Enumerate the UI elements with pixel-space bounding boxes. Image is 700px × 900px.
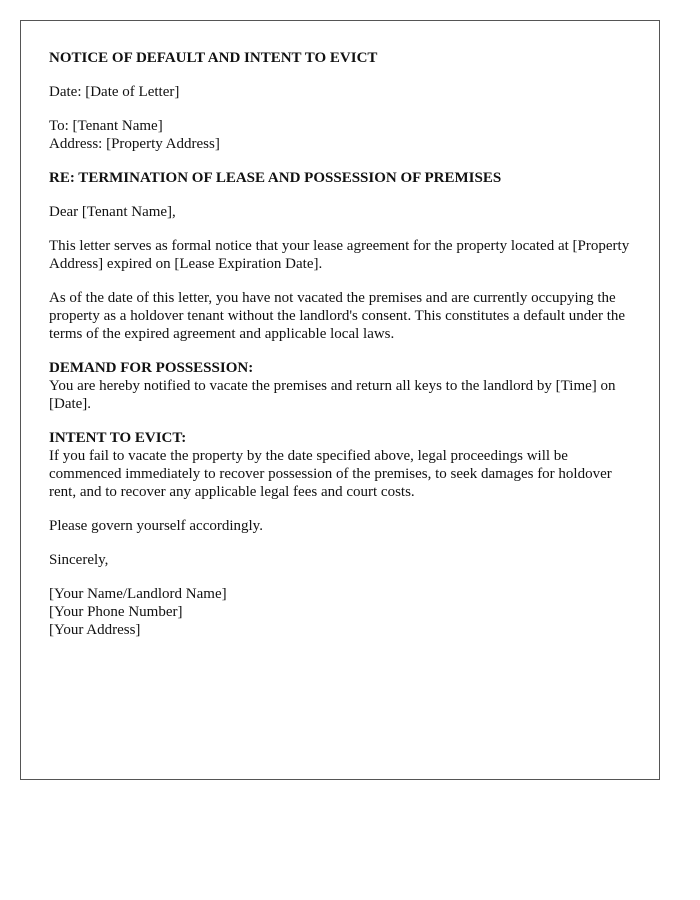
- intent-section: [49, 429, 631, 501]
- to-line: To: [Tenant Name]: [49, 118, 163, 134]
- address-line: Address: [Property Address]: [49, 136, 220, 152]
- date-line: Date: [Date of Letter]: [49, 84, 180, 100]
- signature-name: [Your Name/Landlord Name]: [49, 586, 227, 602]
- paragraph-holdover: As of the date of this letter, you have not vacated the premises and are currently occupying the property as a holdover tenant without the landlord's consent. This constitutes a default under the terms of the expired agreement and applicable local laws.: [49, 290, 626, 342]
- paragraph-notice: This letter serves as formal notice that your lease agreement for the property located at [Property Address] expired on [Lease Expiration Date].: [49, 238, 630, 272]
- signature-address: [Your Address]: [49, 622, 141, 638]
- letter-page: [20, 20, 660, 780]
- signature-block: [49, 585, 631, 639]
- demand-heading: DEMAND FOR POSSESSION:: [49, 360, 254, 376]
- salutation: Dear [Tenant Name],: [49, 204, 176, 220]
- letter-title: NOTICE OF DEFAULT AND INTENT TO EVICT: [49, 50, 378, 66]
- intent-text: If you fail to vacate the property by the date specified above, legal proceedings will be commenced immediately to recover possession of the premises, to seek damages for holdover rent, and to recover any applicable legal fees and court costs.: [49, 448, 612, 500]
- signature-phone: [Your Phone Number]: [49, 604, 183, 620]
- re-line: RE: TERMINATION OF LEASE AND POSSESSION OF PREMISES: [49, 170, 502, 186]
- sign-off: Sincerely,: [49, 552, 109, 568]
- demand-text: You are hereby notified to vacate the premises and return all keys to the landlord by [Time] on [Date].: [49, 378, 616, 412]
- intent-heading: INTENT TO EVICT:: [49, 430, 187, 446]
- recipient-block: [49, 117, 631, 153]
- demand-section: [49, 359, 631, 413]
- closing-statement: Please govern yourself accordingly.: [49, 518, 263, 534]
